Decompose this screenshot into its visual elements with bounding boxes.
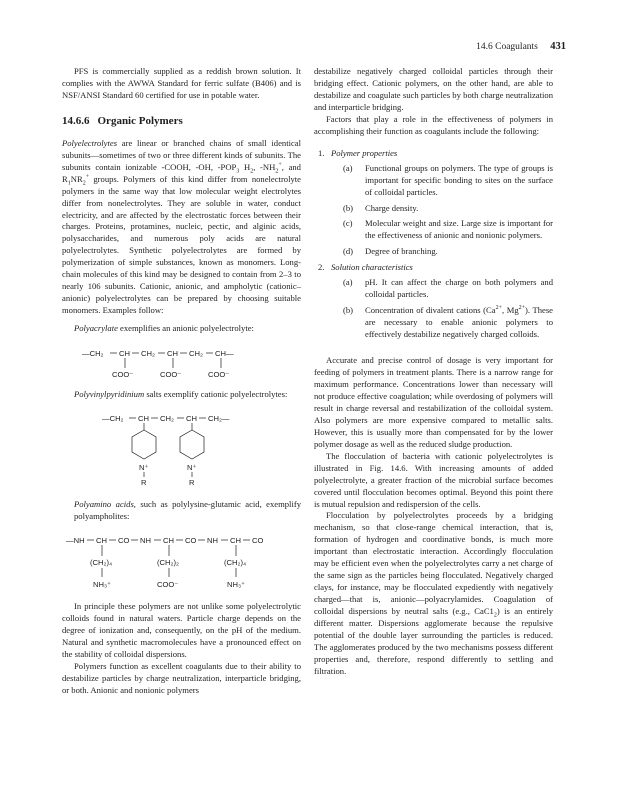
text-run: , such as polylysine-glutamic acid, exemplify polyampholites:	[74, 499, 301, 521]
sub-list-text: Molecular weight and size. Large size is important for the effectiveness of anionic and nonionic polymers.	[365, 218, 553, 241]
section-heading	[62, 116, 301, 128]
section-number: 14.6.6	[62, 114, 90, 127]
pfs-paragraph: PFS is commercially supplied as a reddish brown solution. It complies with the AWWA Standard for ferric sulfate (B406) and is NSF/ANSI Standard 60 certified for use in potable water.	[62, 66, 301, 100]
formula-group: COO⁻	[112, 370, 134, 380]
term-polyamino-acids: Polyamino acids	[74, 499, 134, 510]
text-run: , and R	[62, 161, 301, 184]
formula-backbone-atom: CH₂	[160, 414, 174, 424]
right-column	[314, 66, 553, 678]
formula-backbone-atom: CH	[186, 414, 197, 424]
subscript: 3	[236, 168, 240, 175]
sub-list-item	[331, 305, 553, 341]
formula-backbone-atom: CH	[230, 535, 241, 545]
sub-list-text: , Mg	[501, 305, 519, 316]
formula-backbone-atom: CH	[138, 414, 149, 424]
running-header	[0, 41, 566, 52]
list-number: 2.	[318, 262, 325, 273]
list-title: Solution characteristics	[331, 262, 413, 273]
pyridine-ring	[180, 430, 204, 459]
formula-backbone-atom: NH	[207, 535, 218, 545]
text-run: ) is an entirely different matter. Dispersions agglomerate because the repulsive potential of the double layer surrounding the particles is reduced. The agglomerates produced by the two mechanisms possess different properties and, therefore, respond differently to settling and filtration.	[314, 606, 554, 676]
sub-list-number: (a)	[343, 162, 353, 173]
pyridinium-intro	[62, 389, 301, 401]
formula-nitrogen: N⁺	[187, 463, 197, 473]
list-item	[314, 262, 553, 341]
bridging-paragraph	[314, 510, 553, 677]
formula-backbone-atom: CH₂	[141, 349, 155, 359]
factors-paragraph: Factors that play a role in the effectiveness of polymers in accomplishing their function as coagulants include the following:	[314, 113, 553, 136]
polyacrylate-structure	[62, 341, 301, 383]
sub-list-number: (c)	[343, 218, 353, 229]
superscript: 2+	[518, 305, 526, 312]
sub-list-text: Charge density.	[365, 202, 419, 213]
sub-list-text: Degree of branching.	[365, 246, 438, 257]
polyacrylate-intro	[74, 323, 301, 335]
list-title: Polymer properties	[331, 147, 398, 158]
pyridine-ring	[132, 430, 156, 459]
sub-list	[331, 277, 553, 341]
formula-backbone-atom: CH	[167, 349, 178, 359]
formula-backbone-atom: CH—	[215, 349, 234, 359]
list-number: 1.	[318, 147, 325, 158]
formula-backbone-atom: CH	[119, 349, 130, 359]
subscript: 1	[67, 180, 71, 187]
polyacrylate-formula	[62, 341, 301, 383]
formula-backbone-atom: —NH	[66, 535, 85, 545]
flocculation-paragraph: The flocculation of bacteria with cationic polyelectrolytes is illustrated in Fig. 14.6. With increasing amounts of added polyelectrolyte, a greater fraction of the microbial surface becomes covered until flocculation becomes optimal. Beyond this point there is mutual repulsion and redispersion of the cells.	[314, 450, 553, 509]
formula-group: COO⁻	[160, 370, 182, 380]
polyelectrolytes-paragraph	[62, 138, 301, 317]
page-number: 431	[550, 41, 566, 52]
formula-end-group: NH₃⁺	[93, 579, 112, 589]
sub-list-item	[331, 277, 553, 301]
polyamino-intro	[62, 499, 301, 523]
term-polyelectrolytes: Polyelectrolytes	[62, 137, 118, 148]
subscript: 2	[493, 612, 497, 619]
sub-list-number: (a)	[343, 277, 353, 288]
left-column	[62, 66, 301, 697]
sub-list-item	[331, 203, 553, 215]
text-run: NR	[70, 173, 83, 184]
factors-list	[314, 148, 553, 341]
subscript: 2	[82, 180, 86, 187]
formula-end-group: NH₃⁺	[227, 579, 246, 589]
polyamino-structure	[62, 529, 301, 595]
formula-backbone-atom: CH₂—	[208, 414, 230, 424]
sub-list	[331, 163, 553, 259]
pyridinium-formula	[62, 407, 301, 493]
formula-backbone-atom: —CH₂	[82, 349, 104, 359]
term-polyacrylate: Polyacrylate	[74, 323, 118, 334]
formula-side-chain: (CH₂)₂	[157, 557, 179, 567]
list-item	[314, 148, 553, 259]
formula-backbone-atom: NH	[140, 535, 151, 545]
text-run: exemplifies an anionic polyelectrolyte:	[117, 323, 254, 334]
superscript: 2+	[495, 305, 502, 312]
formula-backbone-atom: CO	[185, 535, 197, 545]
subscript: 2	[250, 168, 254, 175]
principle-paragraph: In principle these polymers are not unlike some polyelectrolytic colloids found in natural waters. Particle charge depends on the degree of ionization and, consequently, on the pH of the medium. Natural and synthetic macromolecules have a pronounced effect on the stability of colloidal dispersions.	[62, 600, 301, 659]
formula-backbone-atom: CO	[252, 535, 264, 545]
sub-list-text: Functional groups on polymers. The type of groups is important for specific bonding to sites on the surface of colloidal particles.	[365, 162, 553, 197]
sub-list-item	[331, 218, 553, 242]
formula-backbone-atom: CH	[163, 535, 174, 545]
formula-r-group: R	[189, 478, 195, 488]
sub-list-text: ). These are necessary to enable anionic polymers to effectively destabilize negatively charged colloids.	[365, 305, 553, 340]
superscript: +	[278, 161, 282, 168]
text-run: are linear or branched chains of small identical subunits—sometimes of two or three different kinds of subunits. The subunits contain ionizable -COOH, -OH, -POP	[62, 137, 301, 172]
text-run: H	[239, 161, 251, 172]
sub-list-number: (b)	[343, 202, 354, 213]
formula-backbone-atom: —CH₂	[102, 414, 124, 424]
text-run: Flocculation by polyelectrolytes proceeds by a bridging mechanism, so that close-range chemical interaction, that is, formation of hydrogen and coordinative bonds, is much more important than electrostatic interaction. Accordingly flocculation may be efficient even when the polyelectrolytes carry a net charge of the same sign as the particles being flocculated. Negatively charged clays, for instance, may be flocculated expediently with negatively charged—that is, anionic—polyacrylamides. Coagulation of colloidal dispersions by neutral salts (e.g., CaC1	[314, 510, 553, 617]
continued-paragraph: destabilize negatively charged colloidal particles through their bridging effect. Cationic polymers, on the other hand, are able to destabilize and coagulate such particles by both charge neutralization and interparticle bridging.	[314, 66, 553, 112]
sub-list-number: (d)	[343, 246, 354, 257]
superscript: +	[85, 173, 90, 180]
text-run: groups. Polymers of this kind differ from nonelectrolyte polymers in the same way that low molecular weight electrolytes differ from nonelectrolytes. They are soluble in water, conduct electricity, and are affected by the electrostatic forces between their charges. Proteins, protamines, nucleic, pectic, and alginic acids, polysaccharides, and numerous poly acids are natural polyelectrolytes. Synthetic polyelectrolytes are formed by polymerization of simple substances, known as monomers. Long-chain molecules of this kind may be designed to contain from 2–3 to nearly 106 subunits. Cationic, anionic, and ampholytic (cationic–anionic) polyelectrolytes can be prepared by choosing suitable monomers. Examples follow:	[62, 173, 301, 316]
text-run: salts exemplify cationic polyelectrolytes:	[144, 389, 288, 400]
term-pyridinium: Polyvinylpyridinium	[74, 389, 145, 400]
section-title: Organic Polymers	[97, 114, 183, 127]
dosage-paragraph: Accurate and precise control of dosage is very important for feeding of polymers in treatment plants. There is a narrow range for maximum performance. Concentrations lower than necessary will not produce effective coagulation; while overdosing of polymers will result in charge reversal and restabilization of the colloidal system. Also polymers are more expensive compared to metallic salts. However, this is usually more than compensated for by the lower polymer dosage as well as the reduced sludge production.	[314, 355, 553, 449]
formula-group: COO⁻	[208, 370, 230, 380]
header-section: 14.6 Coagulants	[476, 42, 538, 52]
formula-side-chain: (CH₂)₄	[90, 557, 113, 567]
text-run: , -NH	[253, 161, 276, 172]
subscript: 2	[275, 168, 279, 175]
formula-r-group: R	[141, 478, 147, 488]
pyridinium-structure	[62, 407, 301, 493]
sub-list-text: Concentration of divalent cations (Ca	[365, 305, 496, 316]
formula-backbone-atom: CH	[96, 535, 107, 545]
sub-list-text: pH. It can affect the charge on both polymers and colloidal particles.	[365, 277, 553, 300]
sub-list-item	[331, 246, 553, 258]
polyamino-formula	[62, 529, 301, 595]
formula-side-chain: (CH₂)₄	[224, 557, 247, 567]
formula-backbone-atom: CO	[118, 535, 130, 545]
sub-list-number: (b)	[343, 305, 354, 316]
function-paragraph: Polymers function as excellent coagulants due to their ability to destabilize particles by charge neutralization, interparticle bridging, or both. Anionic and nonionic polymers	[62, 660, 301, 695]
formula-backbone-atom: CH₂	[189, 349, 203, 359]
formula-nitrogen: N⁺	[139, 463, 149, 473]
formula-end-group: COO⁻	[157, 579, 179, 589]
sub-list-item	[331, 163, 553, 199]
